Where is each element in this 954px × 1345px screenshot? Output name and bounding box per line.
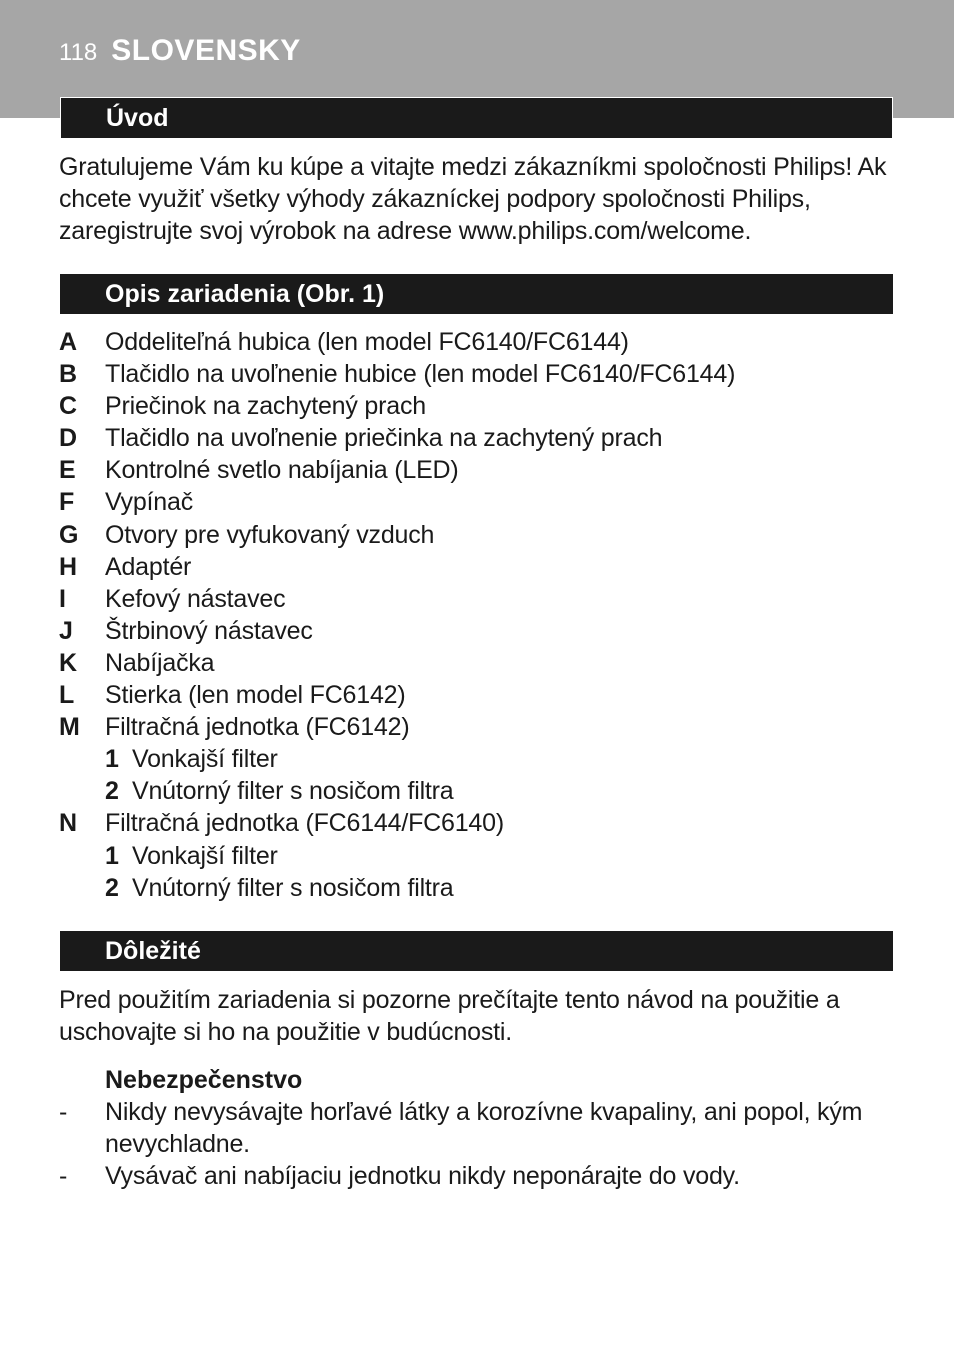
item-letter: A — [59, 328, 77, 356]
item-letter: F — [59, 488, 75, 517]
item-description: Kefový nástavec — [105, 584, 286, 613]
list-item — [59, 615, 899, 647]
item-letter: I — [59, 584, 66, 613]
warning-item — [59, 1096, 899, 1160]
bullet-dash: - — [59, 1098, 68, 1126]
item-description: Adaptér — [105, 552, 192, 581]
item-description: Štrbinový nástavec — [105, 616, 313, 645]
warning-text: Vysávač ani nabíjaciu jednotku nikdy neponárajte do vody. — [105, 1162, 740, 1190]
sub-item-number: 2 — [105, 873, 119, 902]
item-letter: G — [59, 520, 79, 549]
list-item — [59, 743, 899, 775]
list-item — [59, 872, 899, 904]
item-description: Kontrolné svetlo nabíjania (LED) — [105, 456, 459, 485]
warning-text: Nikdy nevysávajte horľavé látky a korozívne kvapaliny, ani popol, kým nevychladne. — [105, 1098, 863, 1158]
item-description: Priečinok na zachytený prach — [105, 392, 426, 421]
list-item — [59, 326, 899, 358]
parts-list — [59, 326, 899, 904]
list-item — [59, 583, 899, 615]
item-letter: J — [59, 616, 73, 645]
section-heading-description: Opis zariadenia (Obr. 1) — [60, 274, 893, 314]
list-item — [59, 551, 899, 583]
item-letter: E — [59, 456, 76, 485]
danger-heading: Nebezpečenstvo — [105, 1066, 303, 1094]
important-paragraph: Pred použitím zariadenia si pozorne prečítajte tento návod na použitie a uschovajte si ho na použitie v budúcnosti. — [59, 986, 840, 1046]
item-letter: N — [59, 809, 77, 838]
item-description: Filtračná jednotka (FC6144/FC6140) — [105, 809, 504, 838]
list-item — [59, 775, 899, 807]
item-description: Tlačidlo na uvoľnenie priečinka na zachytený prach — [105, 424, 663, 453]
danger-list — [59, 1096, 899, 1192]
item-description: Vonkajší filter — [132, 745, 278, 774]
item-letter: H — [59, 552, 77, 581]
item-letter: B — [59, 360, 77, 389]
item-description: Vypínač — [105, 488, 194, 517]
section-heading-intro: Úvod — [60, 97, 893, 139]
item-description: Stierka (len model FC6142) — [105, 681, 406, 710]
sub-item-number: 1 — [105, 841, 119, 870]
section-heading-important: Dôležité — [60, 931, 893, 971]
list-item — [59, 679, 899, 711]
page-header — [59, 34, 301, 74]
item-description: Filtračná jednotka (FC6142) — [105, 713, 410, 742]
page-number: 118 — [59, 39, 98, 66]
list-item — [59, 486, 899, 518]
item-description: Oddeliteľná hubica (len model FC6140/FC6144) — [105, 328, 629, 356]
language-title: SLOVENSKY — [111, 34, 301, 67]
item-letter: D — [59, 424, 77, 453]
warning-item — [59, 1160, 899, 1192]
item-description: Otvory pre vyfukovaný vzduch — [105, 520, 435, 549]
item-description: Nabíjačka — [105, 648, 215, 677]
list-item — [59, 358, 899, 390]
item-letter: M — [59, 713, 80, 742]
item-description: Vnútorný filter s nosičom filtra — [132, 777, 454, 806]
bullet-dash: - — [59, 1162, 68, 1190]
list-item — [59, 647, 899, 679]
item-letter: L — [59, 681, 75, 710]
item-letter: K — [59, 648, 77, 677]
list-item — [59, 454, 899, 486]
item-letter: C — [59, 392, 77, 421]
list-item — [59, 422, 899, 454]
list-item — [59, 390, 899, 422]
item-description: Vonkajší filter — [132, 841, 278, 870]
list-item — [59, 840, 899, 872]
item-description: Tlačidlo na uvoľnenie hubice (len model FC6140/FC6144) — [105, 360, 736, 389]
list-item — [59, 711, 899, 743]
sub-item-number: 2 — [105, 777, 119, 806]
sub-item-number: 1 — [105, 745, 119, 774]
intro-paragraph: Gratulujeme Vám ku kúpe a vitajte medzi zákazníkmi spoločnosti Philips! Ak chcete využiť všetky výhody zákazníckej podpory spoločnosti Philips, zaregistrujte svoj výrobok na adrese www.philips.com/welcome. — [59, 153, 887, 245]
list-item — [59, 807, 899, 839]
list-item — [59, 519, 899, 551]
item-description: Vnútorný filter s nosičom filtra — [132, 873, 454, 902]
